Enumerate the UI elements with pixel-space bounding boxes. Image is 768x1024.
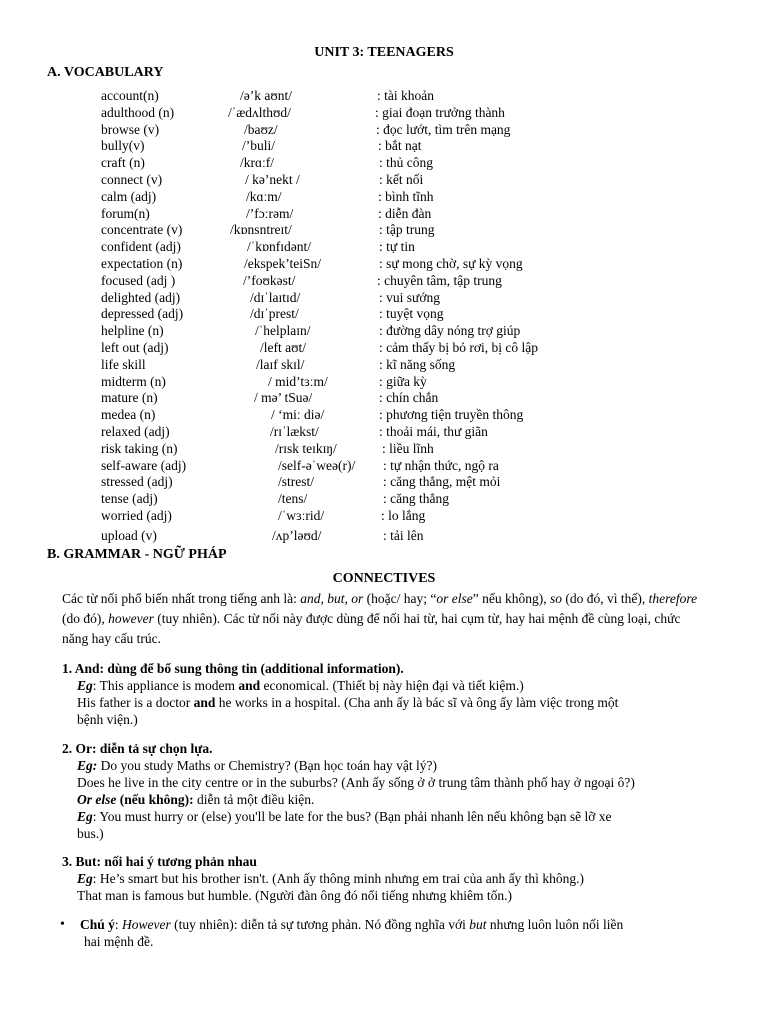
- connectives-title: CONNECTIVES: [332, 571, 436, 586]
- vocab-meaning: : kết nối: [379, 172, 424, 187]
- and-example-2-cont: bệnh viện.): [77, 712, 138, 727]
- vocab-ipa: /ˈædʌlthʊd/: [228, 104, 291, 120]
- vocab-meaning: : đọc lướt, tìm trên mạng: [376, 121, 511, 137]
- vocab-ipa: /rɪsk teɪkɪŋ/: [275, 440, 337, 456]
- vocab-meaning: : cảm thấy bị bỏ rơi, bị cô lập: [379, 340, 538, 355]
- vocab-ipa: /ˈhelplaɪn/: [255, 323, 311, 339]
- vocab-row: [0, 154, 768, 171]
- section-a-heading: A. VOCABULARY: [47, 65, 164, 80]
- but-example-2: That man is famous but humble. (Người đàn ông đó nổi tiếng nhưng khiêm tốn.): [77, 888, 512, 903]
- vocab-row: [0, 87, 768, 104]
- vocab-word: concentrate (v): [101, 222, 183, 238]
- vocab-word: upload (v): [101, 527, 157, 543]
- vocab-word: connect (v): [101, 172, 163, 187]
- vocab-row: [0, 205, 768, 222]
- vocab-word: depressed (adj): [101, 306, 184, 322]
- vocab-ipa: / ‘miː diə/: [271, 407, 325, 423]
- vocab-word: midterm (n): [101, 373, 166, 389]
- vocab-row: [0, 104, 768, 121]
- vocab-ipa: /ˈkɒnfɪdənt/: [247, 239, 312, 255]
- note-line: Chú ý: However (tuy nhiên): diễn tả sự tương phản. Nó đồng nghĩa với but nhưng luôn luôn nối liền: [80, 917, 624, 932]
- vocab-ipa: /baʊz/: [244, 121, 278, 137]
- vocab-word: risk taking (n): [101, 440, 178, 456]
- vocab-row: [0, 188, 768, 205]
- vocab-ipa: /’fɔːrəm/: [246, 205, 294, 221]
- vocab-ipa: /’buli/: [242, 138, 275, 154]
- vocab-meaning: : căng thẳng: [383, 491, 449, 507]
- vocab-meaning: : kĩ năng sống: [379, 356, 456, 372]
- vocab-row: [0, 255, 768, 272]
- vocab-ipa: /krɑːf/: [240, 155, 275, 171]
- vocab-word: life skill: [101, 356, 146, 372]
- vocab-ipa: /tens/: [278, 491, 308, 507]
- vocab-row: [0, 322, 768, 339]
- vocab-ipa: /strest/: [278, 474, 314, 490]
- intro-paragraph: Các từ nối phổ biến nhất trong tiếng anh là: and, but, or (hoặc/ hay; “or else” nếu không), so (do đó, vì thế), therefore (do đó), however (tuy nhiên). Các từ nối này được dùng để nối hai từ, hai cụm từ, hay hai mệnh đề cùng loại, chức năng hay cấu trúc.: [62, 591, 698, 646]
- vocab-ipa: /ˈwɜːrid/: [278, 508, 325, 523]
- note-line-cont: hai mệnh đề.: [84, 934, 154, 949]
- vocab-meaning: : thủ công: [379, 155, 433, 171]
- vocab-word: confident (adj): [101, 239, 181, 255]
- vocab-meaning: : tự nhận thức, ngộ ra: [383, 457, 499, 473]
- vocab-word: left out (adj): [101, 340, 169, 355]
- vocab-meaning: : bắt nạt: [378, 138, 422, 154]
- vocab-word: adulthood (n): [101, 104, 175, 120]
- or-heading: 2. Or: diễn tả sự chọn lựa.: [62, 741, 213, 756]
- vocab-ipa: /rɪˈlækst/: [270, 424, 319, 439]
- and-heading: 1. And: dùng để bổ sung thông tin (additional information).: [62, 661, 404, 676]
- but-heading: 3. But: nối hai ý tương phản nhau: [62, 854, 257, 869]
- vocab-ipa: /laɪf skɪl/: [256, 356, 305, 372]
- or-example-3: Eg: You must hurry or (else) you'll be late for the bus? (Bạn phải nhanh lên nếu không bạn sẽ lỡ xe: [77, 809, 612, 824]
- vocab-word: tense (adj): [101, 491, 158, 507]
- vocab-row: [0, 339, 768, 356]
- section-b-heading: B. GRAMMAR - NGỮ PHÁP: [47, 547, 227, 562]
- vocab-meaning: : vui sướng: [379, 289, 440, 305]
- vocab-row: [0, 406, 768, 423]
- vocab-meaning: : phương tiện truyền thông: [379, 407, 524, 423]
- vocab-ipa: /left aʊt/: [260, 340, 307, 355]
- vocab-ipa: / mə’ tSuə/: [254, 390, 313, 406]
- vocab-row: [0, 305, 768, 322]
- vocab-word: craft (n): [101, 155, 145, 171]
- vocab-meaning: : thoải mái, thư giãn: [379, 424, 488, 439]
- vocab-row: [0, 121, 768, 138]
- vocab-meaning: : đường dây nóng trợ giúp: [379, 323, 521, 339]
- or-example-2: Does he live in the city centre or in the suburbs? (Anh ấy sống ở ở trung tâm thành phố hay ở ngoại ô?): [77, 775, 635, 790]
- vocab-ipa: /ʌp’ləʊd/: [272, 527, 322, 543]
- vocab-word: bully(v): [101, 138, 145, 154]
- vocab-ipa: /kɒnsntreɪt/: [230, 222, 292, 238]
- vocab-meaning: : giữa kỳ: [379, 373, 427, 389]
- vocab-word: worried (adj): [101, 508, 172, 523]
- vocab-ipa: /kɑːm/: [246, 188, 282, 204]
- vocab-row: [0, 527, 768, 544]
- vocab-row: [0, 507, 768, 524]
- vocab-meaning: : tự tin: [379, 239, 415, 255]
- and-example-2: His father is a doctor and he works in a hospital. (Cha anh ấy là bác sĩ và ông ấy làm việc trong một: [77, 695, 619, 710]
- vocab-row: [0, 389, 768, 406]
- vocab-meaning: : tài khoản: [377, 88, 434, 103]
- vocab-word: forum(n): [101, 205, 150, 221]
- vocab-row: [0, 373, 768, 390]
- vocab-meaning: : tập trung: [379, 222, 435, 238]
- vocab-row: [0, 289, 768, 306]
- and-example-1: Eg: This appliance is modem and economical. (Thiết bị này hiện đại và tiết kiệm.): [77, 678, 524, 693]
- vocab-word: relaxed (adj): [101, 424, 170, 439]
- vocab-row: [0, 490, 768, 507]
- page-title: UNIT 3: TEENAGERS: [314, 45, 454, 60]
- or-example-1: Eg: Do you study Maths or Chemistry? (Bạn học toán hay vật lý?): [77, 758, 437, 773]
- vocab-meaning: : bình tĩnh: [378, 188, 434, 204]
- vocab-meaning: : giai đoạn trưởng thành: [375, 104, 505, 120]
- vocab-word: calm (adj): [101, 188, 157, 204]
- note-bullet: •: [60, 917, 65, 932]
- vocab-word: medea (n): [101, 407, 156, 423]
- but-example-1: Eg: He’s smart but his brother isn't. (Anh ấy thông minh nhưng em trai của anh ấy thì không.): [77, 871, 584, 886]
- vocab-row: [0, 137, 768, 154]
- vocab-ipa: /dɪˈprest/: [250, 306, 299, 322]
- vocab-ipa: / mid’tɜːm/: [268, 373, 328, 389]
- vocab-meaning: : tải lên: [383, 527, 424, 543]
- vocab-meaning: : sự mong chờ, sự kỳ vọng: [379, 256, 523, 271]
- vocab-meaning: : căng thẳng, mệt mỏi: [383, 474, 501, 490]
- vocab-word: delighted (adj): [101, 289, 181, 305]
- vocab-ipa: /’foʊkəst/: [243, 272, 296, 288]
- vocab-meaning: : liều lĩnh: [382, 440, 434, 456]
- vocab-row: [0, 221, 768, 238]
- vocab-word: focused (adj ): [101, 272, 176, 288]
- vocab-ipa: /ekspek’teiSn/: [244, 256, 321, 271]
- vocab-meaning: : chuyên tâm, tập trung: [377, 272, 502, 288]
- vocab-row: [0, 272, 768, 289]
- vocab-row: [0, 473, 768, 490]
- vocab-ipa: /self-əˈweə(r)/: [278, 457, 356, 473]
- vocab-meaning: : diễn đàn: [378, 205, 432, 221]
- vocab-row: [0, 238, 768, 255]
- vocab-row: [0, 440, 768, 457]
- vocab-meaning: : lo lắng: [381, 508, 426, 523]
- vocab-word: expectation (n): [101, 256, 183, 271]
- or-example-3-cont: bus.): [77, 826, 104, 841]
- vocab-meaning: : chín chắn: [379, 390, 439, 406]
- vocab-row: [0, 356, 768, 373]
- vocab-ipa: / kə’nekt /: [245, 172, 300, 187]
- vocab-word: browse (v): [101, 121, 160, 137]
- vocab-row: [0, 457, 768, 474]
- vocab-row: [0, 171, 768, 188]
- or-else-line: Or else (nếu không): diễn tả một điều kiện.: [77, 792, 315, 807]
- vocab-ipa: /ə’k aʊnt/: [240, 88, 293, 103]
- vocab-word: mature (n): [101, 390, 158, 406]
- vocab-word: account(n): [101, 88, 159, 103]
- vocab-word: helpline (n): [101, 323, 164, 339]
- vocab-ipa: /dɪˈlaɪtɪd/: [250, 289, 301, 305]
- vocab-row: [0, 423, 768, 440]
- vocab-meaning: : tuyệt vọng: [379, 306, 444, 322]
- vocab-word: stressed (adj): [101, 474, 173, 490]
- vocab-word: self-aware (adj): [101, 457, 187, 473]
